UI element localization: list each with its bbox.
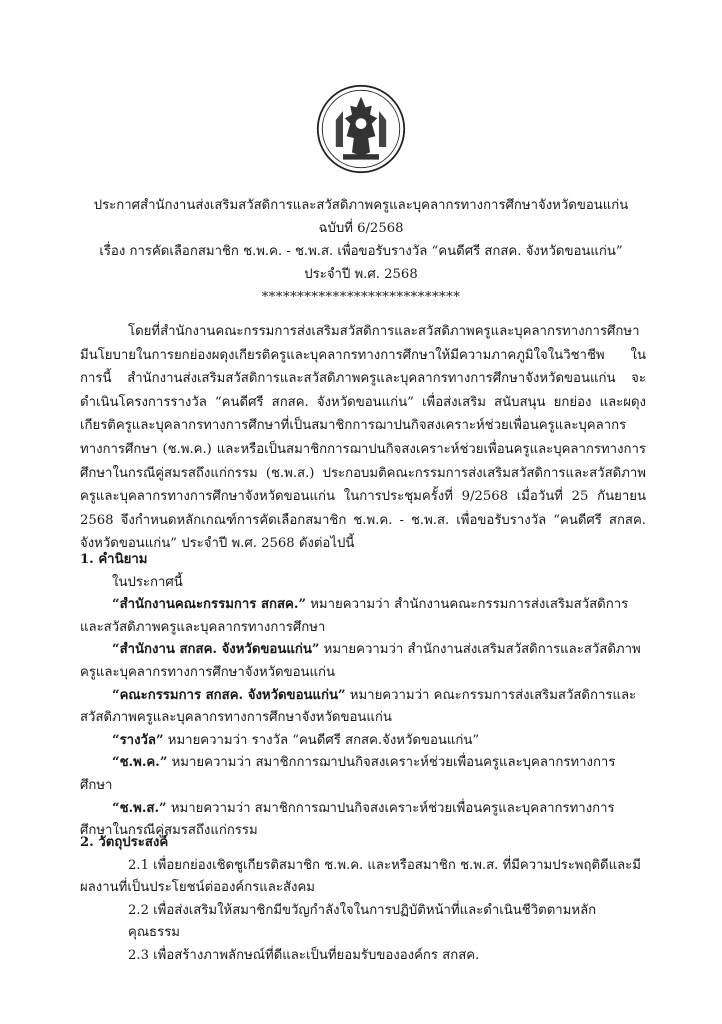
- definition-item: [80, 685, 646, 730]
- intro-paragraph: โดยที่สำนักงานคณะกรรมการส่งเสริมสวัสดิการและสวัสดิภาพครูและบุคลากรทางการศึกษา มีนโยบายในการยกย่องผดุงเกียรติครูและบุคลากรทางการศึกษาให้มีความภาคภูมิใจในวิชาชีพ ในการนี้ สำนักงานส่งเสริมสวัสดิการและสวัสดิภาพครูและบุคลากรทางการศึกษาจังหวัดขอนแก่น จะดำเนินโครงการรางวัล “คนดีศรี สกสค. จังหวัดขอนแก่น” เพื่อส่งเสริม สนับสนุน ยกย่อง และผดุงเกียรติครูและบุคลากรทางการศึกษาที่เป็นสมาชิกการฌาปนกิจสงเคราะห์ช่วยเพื่อนครูและบุคลากรทางการศึกษา (ช.พ.ค.) และหรือเป็นสมาชิกการฌาปนกิจสงเคราะห์ช่วยเพื่อนครูและบุคลากรทางการศึกษาในกรณีคู่สมรสถึงแก่กรรม (ช.พ.ส.) ประกอบมติคณะกรรมการส่งเสริมสวัสดิการและสวัสดิภาพครูและบุคลากรทางการศึกษาจังหวัดขอนแก่น ในการประชุมครั้งที่ 9/2568 เมื่อวันที่ 25 กันยายน 2568 จึงกำหนดหลักเกณฑ์การคัดเลือกสมาชิก ช.พ.ค. - ช.พ.ส. เพื่อขอรับรางวัล “คนดีศรี สกสค. จังหวัดขอนแก่น” ประจำปี พ.ศ. 2568 ดังต่อไปนี้: [80, 324, 646, 552]
- header-year: ประจำปี พ.ศ. 2568: [304, 267, 418, 282]
- section1-title: 1. คำนิยาม: [80, 552, 148, 567]
- definition-term: “ช.พ.ส.”: [112, 800, 167, 816]
- definition-text: หมายความว่า รางวัล “คนดีศรี สกสค.จังหวัดขอนแก่น”: [163, 732, 480, 748]
- definition-term: “คณะกรรมการ สกสค. จังหวัดขอนแก่น”: [112, 687, 346, 703]
- objective-item: 2.3 เพื่อสร้างภาพลักษณ์ที่ดีและเป็นที่ยอมรับขององค์กร สกสค.: [128, 947, 480, 963]
- header-issue-number: ฉบับที่ 6/2568: [318, 221, 404, 236]
- header-title: ประกาศสำนักงานส่งเสริมสวัสดิการและสวัสดิภาพครูและบุคลากรทางการศึกษาจังหวัดขอนแก่น: [93, 198, 629, 213]
- definition-item: [80, 639, 646, 684]
- objective-item: 2.2 เพื่อส่งเสริมให้สมาชิกมีขวัญกำลังใจในการปฏิบัติหน้าที่และดำเนินชีวิตตามหลักคุณธรรม: [128, 902, 597, 941]
- definition-text: หมายความว่า สำนักงานคณะกรรมการส่งเสริมสวัสดิการและสวัสดิภาพครูและบุคลากรทางการศึกษา: [80, 597, 629, 635]
- objective-item: 2.1 เพื่อยกย่องเชิดชูเกียรติสมาชิก ช.พ.ค. และหรือสมาชิก ช.พ.ส. ที่มีความประพฤติดีและมีผลงานที่เป็นประโยชน์ต่อองค์กรและสังคม: [80, 857, 641, 896]
- header-separator: ****************************: [261, 290, 461, 305]
- definition-item: [80, 594, 646, 639]
- definition-text: หมายความว่า สมาชิกการฌาปนกิจสงเคราะห์ช่วยเพื่อนครูและบุคลากรทางการศึกษา: [80, 755, 616, 793]
- emblem-seal-icon: [316, 84, 406, 174]
- definition-text: หมายความว่า คณะกรรมการส่งเสริมสวัสดิการและสวัสดิภาพครูและบุคลากรทางการศึกษาจังหวัดขอนแก่น: [80, 687, 637, 726]
- objectives-section: [80, 832, 646, 968]
- definition-item: [80, 752, 646, 797]
- definition-term: “สำนักงาน สกสค. จังหวัดขอนแก่น”: [112, 642, 320, 658]
- definitions-section: [80, 549, 646, 843]
- intro-section: [80, 320, 646, 556]
- definition-term: “สำนักงานคณะกรรมการ สกสค.”: [112, 597, 307, 613]
- section1-lead: ในประกาศนี้: [112, 574, 183, 590]
- announcement-header: [0, 194, 722, 309]
- definition-term: “ช.พ.ค.”: [112, 755, 168, 771]
- definition-text: หมายความว่า สมาชิกการฌาปนกิจสงเคราะห์ช่วยเพื่อนครูและบุคลากรทางการศึกษาในกรณีคู่สมรสถึงแก่กรรม: [80, 800, 615, 839]
- definition-text: หมายความว่า สำนักงานส่งเสริมสวัสดิการและสวัสดิภาพครูและบุคลากรทางการศึกษาจังหวัดขอนแก่น: [80, 642, 641, 680]
- header-subject: เรื่อง การคัดเลือกสมาชิก ช.พ.ค. - ช.พ.ส. เพื่อขอรับรางวัล “คนดีศรี สกสค. จังหวัดขอนแก่น”: [99, 244, 623, 259]
- definition-item: [80, 730, 646, 753]
- section2-title: 2. วัตถุประสงค์: [80, 835, 169, 850]
- definition-term: “รางวัล”: [112, 732, 164, 748]
